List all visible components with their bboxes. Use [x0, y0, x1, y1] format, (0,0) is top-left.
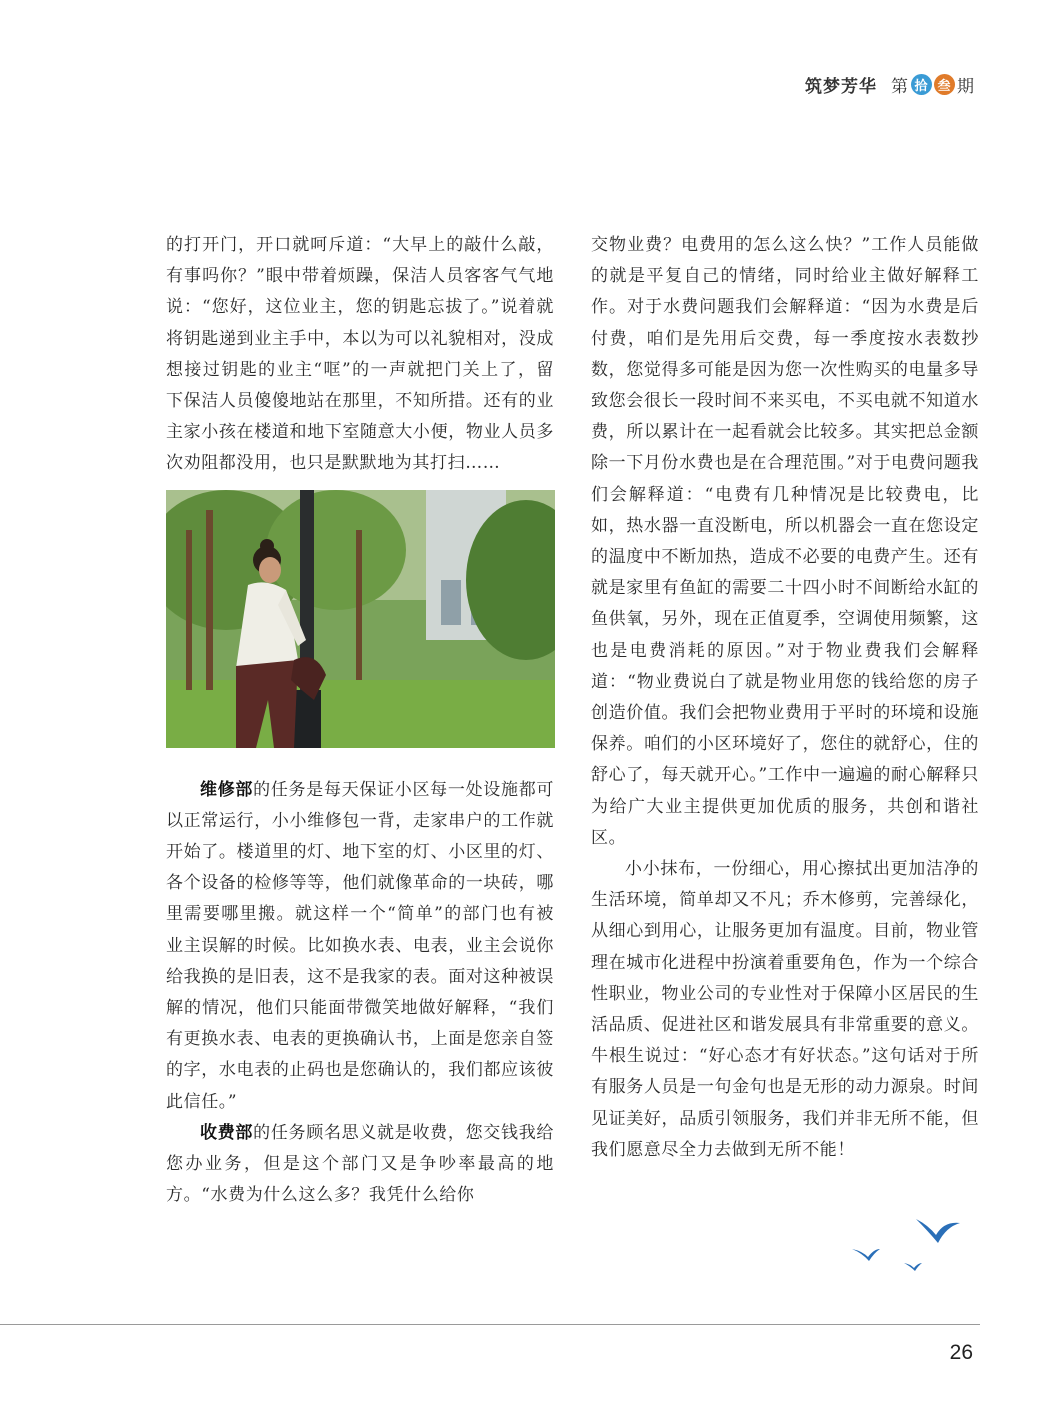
page-number: 26 [949, 1341, 973, 1364]
issue-number-circle-1: 拾 [911, 74, 932, 95]
cleaning-worker-photo [166, 490, 555, 748]
running-header [805, 72, 975, 97]
maintenance-text: 的任务是每天保证小区每一处设施都可以正常运行，小小维修包一背，走家串户的工作就开始了。楼道里的灯、地下室的灯、小区里的灯、各个设备的检修等等，他们就像革命的一块砖，哪里需要哪里搬。就这样一个“简单”的部门也有被业主误解的时候。比如换水表、电表，业主会说你给我换的是旧表，这不是我家的表。面对这种被误解的情况，他们只能面带微笑地做好解释，“我们有更换水表、电表的更换确认书，上面是您亲自签的字，水电表的止码也是您确认的，我们都应该彼此信任。” [166, 779, 554, 1112]
paragraph-maintenance [166, 775, 554, 1118]
bird-icon [916, 1219, 960, 1243]
issue-label [891, 72, 975, 97]
paragraph-billing [166, 1118, 554, 1212]
issue-suffix: 期 [957, 77, 975, 97]
magazine-title: 筑梦芳华 [805, 77, 877, 97]
dept-billing-label: 收费部 [200, 1122, 254, 1143]
bird-icon [904, 1263, 922, 1271]
right-column [591, 230, 979, 1166]
paragraph-explanations: 交物业费？电费用的怎么这么快？”工作人员能做的就是平复自己的情绪，同时给业主做好解释工作。对于水费问题我们会解释道：“因为水费是后付费，咱们是先用后交费，每一季度按水表数抄数，您觉得多可能是因为您一次性购买的电量多导致您会很长一段时间不来买电，不买电就不知道水费，所以累计在一起看就会比较多。其实把总金额除一下月份水费也是在合理范围。”对于电费问题我们会解释道：“电费有几种情况是比较费电，比如，热水器一直没断电，所以机器会一直在您设定的温度中不断加热，造成不必要的电费产生。还有就是家里有鱼缸的需要二十四小时不间断给水缸的鱼供氧，另外，现在正值夏季，空调使用频繁，这也是电费消耗的原因。”对于物业费我们会解释道：“物业费说白了就是物业用您的钱给您的房子创造价值。我们会把物业费用于平时的环境和设施保养。咱们的小区环境好了，您住的就舒心，住的舒心了，每天就开心。”工作中一遍遍的耐心解释只为给广大业主提供更加优质的服务，共创和谐社区。 [591, 235, 979, 848]
footer-divider [0, 1324, 980, 1325]
left-column [166, 230, 554, 1211]
paragraph-1: 的打开门，开口就呵斥道：“大早上的敲什么敲，有事吗你？”眼中带着烦躁，保洁人员客客气气地说：“您好，这位业主，您的钥匙忘拔了。”说着就将钥匙递到业主手中，本以为可以礼貌相对，没成想接过钥匙的业主“哐”的一声就把门关上了，留下保洁人员傻傻地站在那里，不知所措。还有的业主家小孩在楼道和地下室随意大小便，物业人员多次劝阻都没用，也只是默默地为其打扫…… [166, 235, 554, 474]
dept-maintenance-label: 维修部 [200, 779, 254, 800]
billing-text: 的任务顾名思义就是收费，您交钱我给您办业务，但是这个部门又是争吵率最高的地方。“水费为什么这么多？我凭什么给你 [166, 1122, 554, 1206]
bird-icon [852, 1249, 880, 1261]
issue-prefix: 第 [891, 77, 909, 97]
photo-illustration [166, 490, 555, 748]
paragraph-conclusion: 小小抹布，一份细心，用心擦拭出更加洁净的生活环境，简单却又不凡；乔木修剪，完善绿化，从细心到用心，让服务更加有温度。目前，物业管理在城市化进程中扮演着重要角色，作为一个综合性职业，物业公司的专业性对于保障小区居民的生活品质、促进社区和谐发展具有非常重要的意义。牛根生说过：“好心态才有好状态。”这句话对于所有服务人员是一句金句也是无形的动力源泉。时间见证美好，品质引领服务，我们并非无所不能，但我们愿意尽全力去做到无所不能！ [591, 859, 979, 1160]
birds-decoration [848, 1213, 963, 1273]
issue-number-circle-2: 叁 [934, 74, 955, 95]
